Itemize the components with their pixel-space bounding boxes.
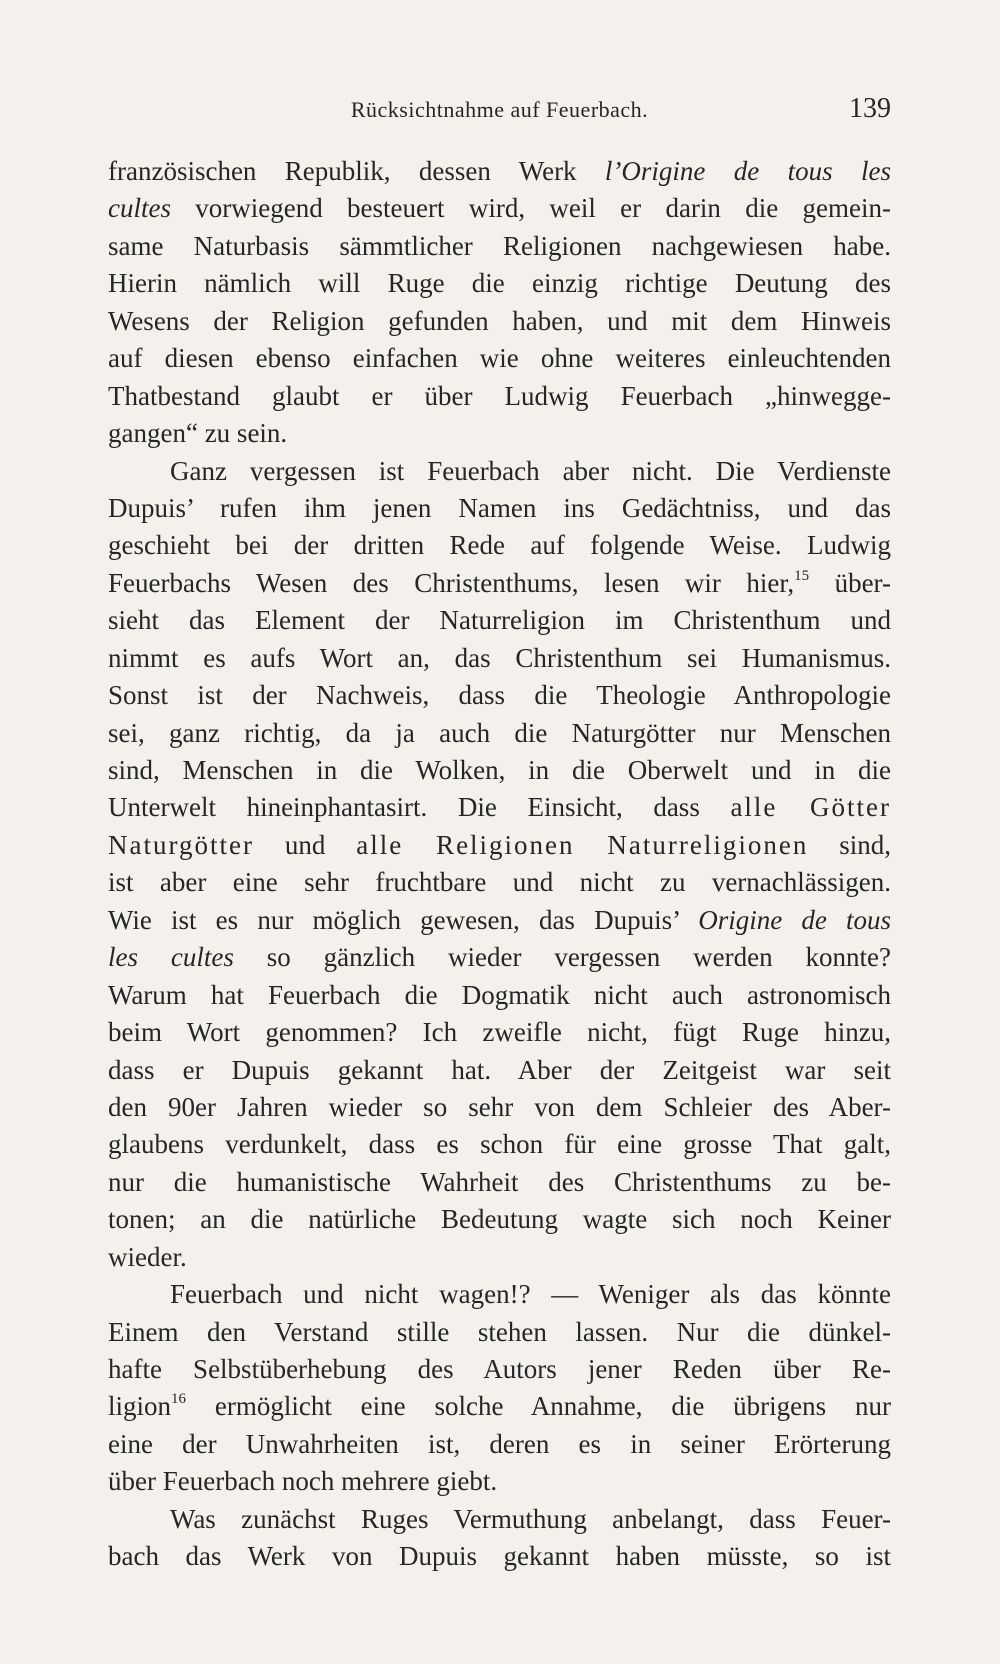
spaced-emphasis: alle Götter: [730, 792, 891, 823]
text-line: Hierin nämlich will Ruge die einzig richtige Deutung des: [108, 268, 891, 299]
footnote-marker: 16: [171, 1391, 187, 1408]
text-line: sei, ganz richtig, da ja auch die Naturgötter nur Menschen: [108, 717, 891, 748]
text-line: geschieht bei der dritten Rede auf folgende Weise. Ludwig: [108, 530, 891, 561]
text-line: eine der Unwahrheiten ist, deren es in seiner Erörterung: [108, 1428, 891, 1459]
text-line: glaubens verdunkelt, dass es schon für eine grosse That galt,: [108, 1129, 891, 1160]
text-line: ist aber eine sehr fruchtbare und nicht zu vernachlässigen.: [108, 867, 891, 898]
page-number: 139: [849, 93, 891, 124]
text-run: sind,: [808, 829, 891, 860]
text-line: über Feuerbach noch mehrere giebt.: [108, 1466, 498, 1497]
text-run: Wie ist es nur möglich gewesen, das Dupuis’: [108, 904, 699, 935]
paragraph-start-line: Ganz vergessen ist Feuerbach aber nicht. Die Verdienste: [170, 455, 891, 486]
text-line: [108, 789, 891, 826]
text-line: den 90er Jahren wieder so sehr von dem Schleier des Aber-: [108, 1091, 891, 1122]
text-run: Feuerbachs Wesen des Christenthums, lesen wir hier,: [108, 567, 795, 598]
spaced-emphasis: Naturgötter: [108, 829, 254, 860]
footnote-marker: 15: [794, 567, 810, 584]
text-line: auf diesen ebenso einfachen wie ohne weiteres einleuchtenden: [108, 343, 891, 374]
text-line: sind, Menschen in die Wolken, in die Oberwelt und in die: [108, 755, 891, 785]
text-line: [108, 902, 891, 939]
text-line: wieder.: [108, 1241, 187, 1272]
text-line: Thatbestand glaubt er über Ludwig Feuerbach „hinwegge-: [108, 380, 891, 411]
text-line: gangen“ zu sein.: [108, 418, 288, 449]
text-run: und: [253, 829, 357, 860]
italic-title: Origine de tous: [698, 904, 891, 935]
text-run: vorwiegend besteuert wird, weil er darin die gemein-: [170, 193, 891, 224]
text-line: [108, 1388, 891, 1425]
italic-title: les cultes: [108, 942, 234, 973]
spaced-emphasis: alle Religionen Naturreligionen: [356, 829, 809, 860]
text-line: bach das Werk von Dupuis gekannt haben müsste, so ist: [108, 1541, 891, 1572]
text-line: nur die humanistische Wahrheit des Christenthums zu be-: [108, 1166, 891, 1197]
text-line: Wesens der Religion gefunden haben, und mit dem Hinweis: [108, 305, 891, 336]
text-line: same Naturbasis sämmtlicher Religionen nachgewiesen habe.: [108, 230, 891, 261]
text-line: sieht das Element der Naturreligion im Christenthum und: [108, 605, 891, 636]
body-text: [108, 153, 891, 1576]
text-line: Warum hat Feuerbach die Dogmatik nicht auch astronomisch: [108, 979, 891, 1010]
text-line: beim Wort genommen? Ich zweifle nicht, fügt Ruge hinzu,: [108, 1017, 891, 1048]
text-line: dass er Dupuis gekannt hat. Aber der Zeitgeist war seit: [108, 1054, 891, 1085]
running-title: Rücksichtnahme auf Feuerbach.: [350, 97, 649, 122]
text-line: [108, 190, 891, 227]
paragraph-start-line: Feuerbach und nicht wagen!? — Weniger als das könnte: [170, 1279, 891, 1310]
text-line: Einem den Verstand stille stehen lassen. Nur die dünkel-: [108, 1316, 891, 1347]
running-head: [108, 93, 891, 127]
text-line: [108, 939, 891, 976]
text-line: Dupuis’ rufen ihm jenen Namen ins Gedächtniss, und das: [108, 492, 891, 523]
text-run: über-: [809, 567, 891, 598]
text-run: so gänzlich wieder vergessen werden konnte?: [233, 942, 891, 973]
text-line: [108, 827, 891, 864]
text-run: Unterwelt hineinphantasirt. Die Einsicht, dass: [108, 792, 731, 823]
text-line: [108, 153, 891, 190]
text-run: ligion: [108, 1391, 172, 1422]
text-line: [108, 565, 891, 602]
text-line: hafte Selbstüberhebung des Autors jener Reden über Re-: [108, 1354, 891, 1384]
italic-title: l’Origine de tous les: [604, 156, 891, 186]
text-run: ermöglicht eine solche Annahme, die übrigens nur: [186, 1391, 891, 1422]
text-line: nimmt es aufs Wort an, das Christenthum sei Humanismus.: [108, 642, 891, 673]
italic-title: cultes: [108, 193, 171, 224]
text-line: Sonst ist der Nachweis, dass die Theologie Anthropologie: [108, 680, 891, 711]
paragraph-start-line: Was zunächst Ruges Vermuthung anbelangt, dass Feuer-: [170, 1503, 891, 1534]
text-run: französischen Republik, dessen Werk: [108, 156, 605, 186]
text-line: tonen; an die natürliche Bedeutung wagte sich noch Keiner: [108, 1204, 891, 1235]
